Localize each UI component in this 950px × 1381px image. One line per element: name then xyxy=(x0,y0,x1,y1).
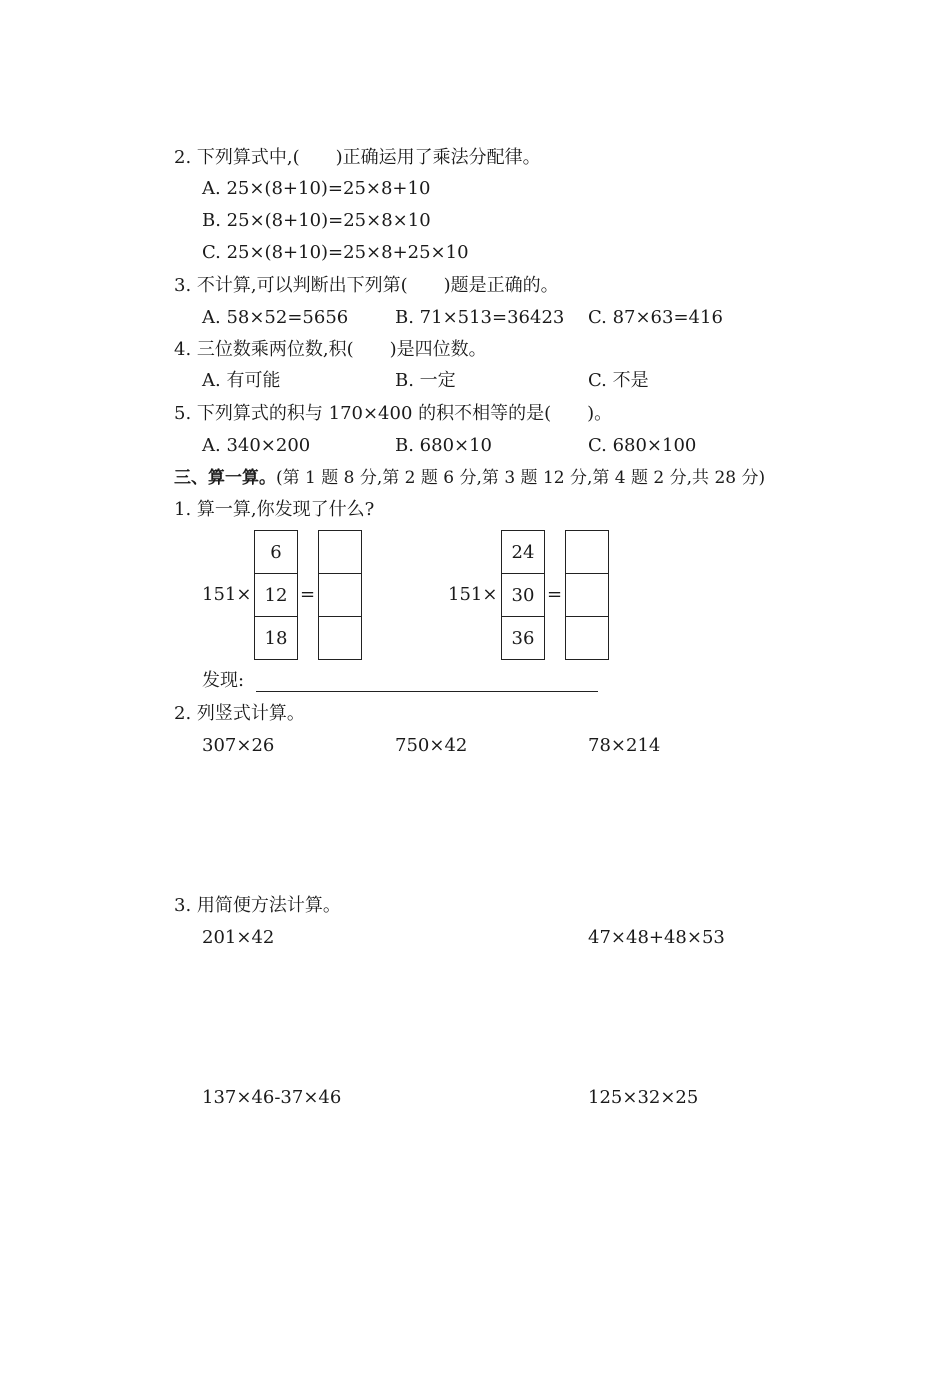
q2-option-c: C. 25×(8+10)=25×8+25×10 xyxy=(202,242,469,263)
q5-option-c: C. 680×100 xyxy=(588,435,697,456)
s3q3-problem: 125×32×25 xyxy=(588,1087,699,1108)
q3-option-c: C. 87×63=416 xyxy=(588,307,723,328)
q5-stem: 5. 下列算式的积与 170×400 的积不相等的是( )。 xyxy=(174,403,613,424)
s3q3-problem: 47×48+48×53 xyxy=(588,927,725,948)
section3-points: (第 1 题 8 分,第 2 题 6 分,第 3 题 12 分,第 4 题 2 分,共 28 分) xyxy=(276,468,766,488)
section3-header xyxy=(174,467,765,489)
s3q2-stem: 2. 列竖式计算。 xyxy=(174,703,305,724)
s3q1-discover-label: 发现: xyxy=(202,670,245,691)
s3q1-left-answer-box[interactable] xyxy=(319,574,361,617)
s3q1-discover-answer-line[interactable] xyxy=(256,691,598,692)
s3q1-right-answer-box[interactable] xyxy=(566,617,608,660)
q4-stem: 4. 三位数乘两位数,积( )是四位数。 xyxy=(174,339,487,360)
s3q2-problem: 307×26 xyxy=(202,735,275,756)
q4-option-b: B. 一定 xyxy=(395,370,456,391)
s3q1-left-answer-column xyxy=(318,530,362,660)
s3q1-left-value-cell: 6 xyxy=(255,531,297,574)
q5-option-b: B. 680×10 xyxy=(395,435,493,456)
q3-option-b: B. 71×513=36423 xyxy=(395,307,565,328)
q2-option-b: B. 25×(8+10)=25×8×10 xyxy=(202,210,431,231)
s3q2-problem: 78×214 xyxy=(588,735,661,756)
s3q3-problem: 201×42 xyxy=(202,927,275,948)
q2-stem: 2. 下列算式中,( )正确运用了乘法分配律。 xyxy=(174,147,541,168)
q4-option-a: A. 有可能 xyxy=(202,370,281,391)
s3q2-problem: 750×42 xyxy=(395,735,468,756)
s3q1-left-value-cell: 18 xyxy=(264,628,288,649)
section3-title: 三、算一算。 xyxy=(174,468,276,488)
s3q1-right-value-cell: 36 xyxy=(511,628,535,649)
s3q1-right-value-cell: 30 xyxy=(502,574,544,617)
s3q1-right-answer-column xyxy=(565,530,609,660)
q4-option-c: C. 不是 xyxy=(588,370,649,391)
s3q1-right-value-cell: 24 xyxy=(502,531,544,574)
s3q1-left-multiplier-column xyxy=(254,530,298,660)
s3q1-right-answer-box[interactable] xyxy=(566,574,608,617)
q3-option-a: A. 58×52=5656 xyxy=(202,307,349,328)
q2-option-a: A. 25×(8+10)=25×8+10 xyxy=(202,178,431,199)
s3q1-left-answer-box[interactable] xyxy=(319,617,361,660)
s3q3-problem: 137×46-37×46 xyxy=(202,1087,342,1108)
s3q1-right-equals: = xyxy=(547,584,563,605)
s3q3-stem: 3. 用简便方法计算。 xyxy=(174,895,341,916)
s3q1-stem: 1. 算一算,你发现了什么? xyxy=(174,499,375,520)
s3q1-right-answer-box[interactable] xyxy=(566,531,608,574)
q3-stem: 3. 不计算,可以判断出下列第( )题是正确的。 xyxy=(174,275,559,296)
s3q1-left-value-cell: 12 xyxy=(255,574,297,617)
s3q1-left-answer-box[interactable] xyxy=(319,531,361,574)
s3q1-right-multiplier-column xyxy=(501,530,545,660)
q5-option-a: A. 340×200 xyxy=(202,435,311,456)
s3q1-left-prefix: 151× xyxy=(202,584,252,605)
s3q1-left-equals: = xyxy=(300,584,316,605)
s3q1-right-prefix: 151× xyxy=(448,584,498,605)
